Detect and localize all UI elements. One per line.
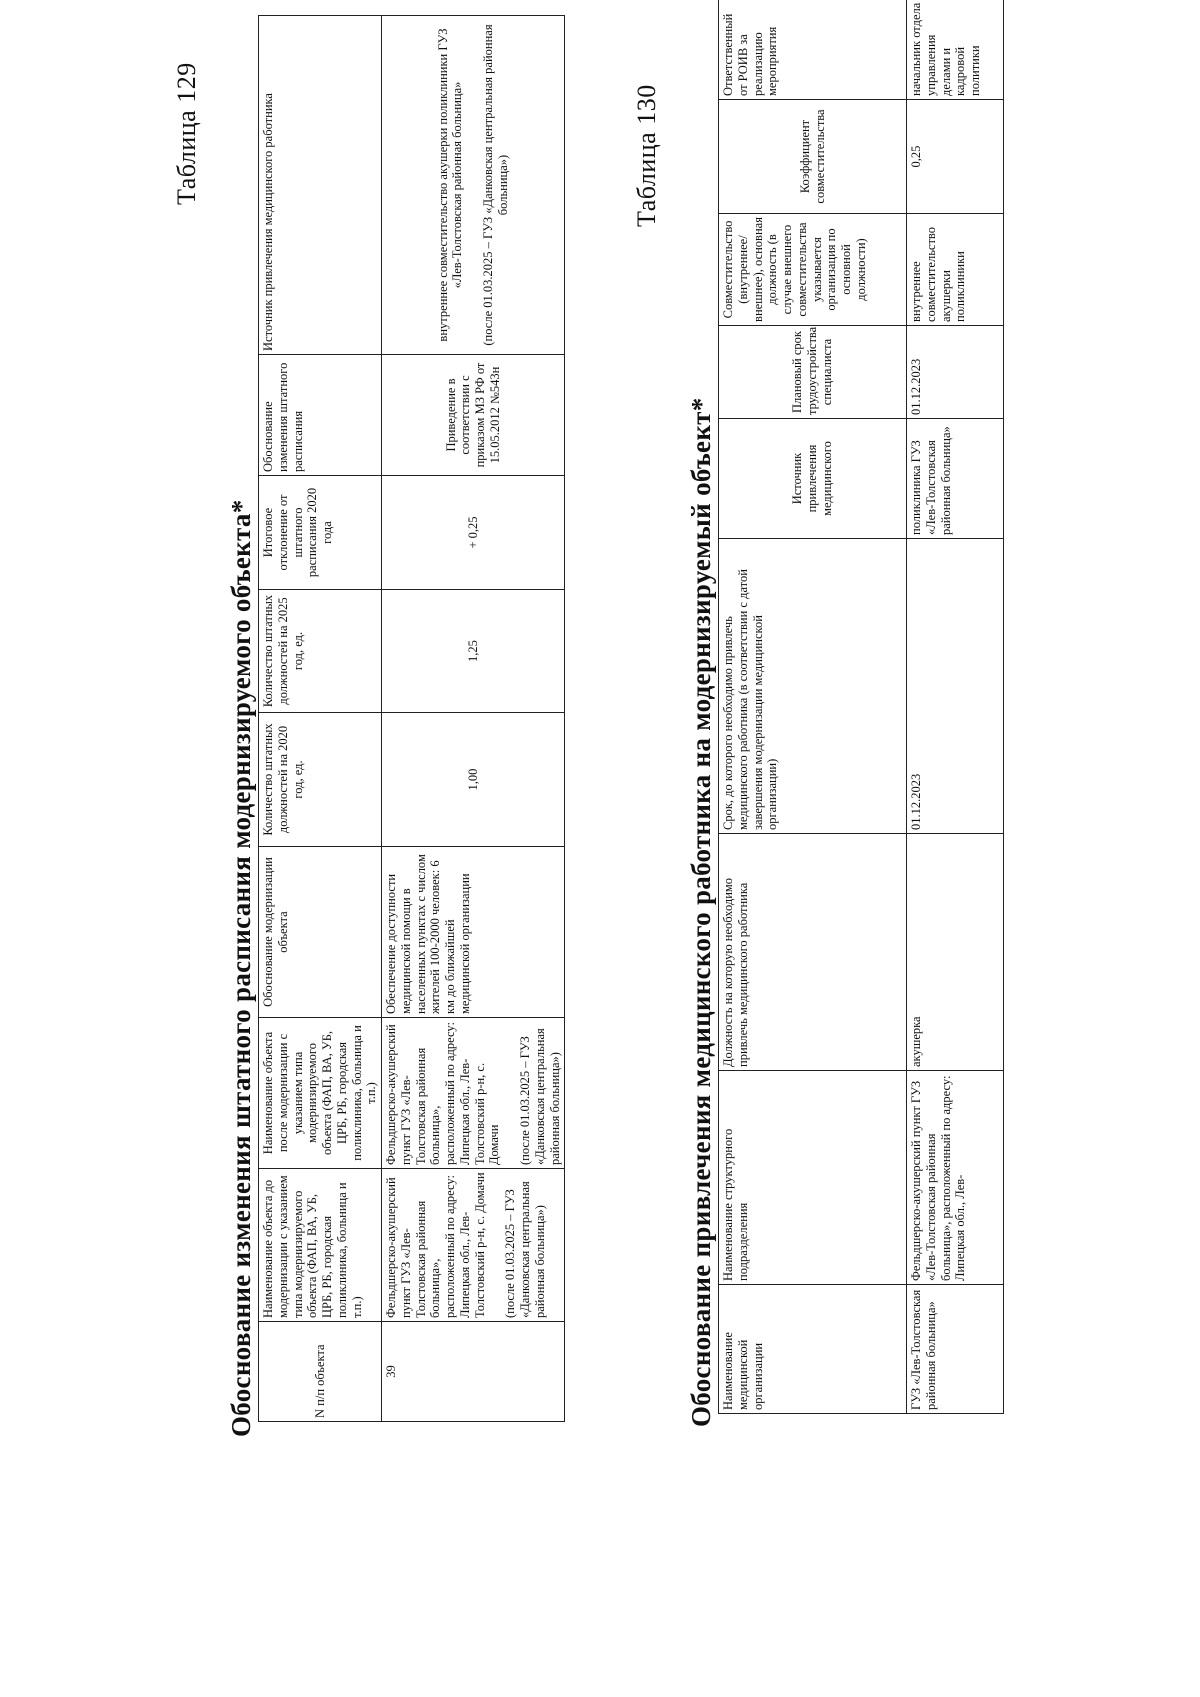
header-count-2025: Количество штатных должностей на 2025 год, ед. bbox=[259, 590, 382, 713]
cell-reason: Обеспечение доступности медицинской помощи в населенных пунктах с числом жителей 100-2000 человек: 6 км до ближайшей медицинской организации bbox=[382, 847, 565, 1018]
table-130-title: Обоснование привлечения медицинского работника на модернизируемый объект* bbox=[686, 397, 716, 1427]
header-reason: Обоснование модернизации объекта bbox=[259, 847, 382, 1018]
table-130-caption: Таблица 130 bbox=[632, 84, 661, 227]
cell-source-text: внутреннее совместительство акушерки поликлиники ГУЗ «Лев-Толстовская районная больница» bbox=[435, 28, 465, 342]
table-129-header-row bbox=[259, 16, 382, 1422]
table-row bbox=[907, 0, 1004, 1414]
header-planned: Плановый срок трудоустройства специалиста bbox=[719, 326, 907, 419]
table-129-caption: Таблица 129 bbox=[172, 62, 201, 205]
cell-after-note: (после 01.03.2025 – ГУЗ «Данковская центральная районная больница») bbox=[518, 1028, 562, 1165]
cell-count-2020: 1,00 bbox=[382, 713, 565, 847]
cell-before-text: Фельдшерско-акушерский пункт ГУЗ «Лев-Толстовская районная больница», расположенный по адресу: Липецкая обл., Лев-Толстовский р-н, с. Домачи bbox=[384, 1172, 487, 1318]
header-org: Наименование медицинской организации bbox=[719, 1285, 907, 1414]
header-position: Должность на которую необходимо привлечь медицинского работника bbox=[719, 834, 907, 1071]
cell-source-note: (после 01.03.2025 – ГУЗ «Данковская центральная районная больница») bbox=[481, 24, 510, 346]
cell-source bbox=[382, 16, 565, 355]
cell-deadline: 01.12.2023 bbox=[907, 539, 1004, 834]
cell-unit: Фельдшерско-акушерский пункт ГУЗ «Лев-Толстовская районная больница», расположенный по адресу: Липецкая обл., Лев- bbox=[907, 1071, 1004, 1285]
header-unit: Наименование структурного подразделения bbox=[719, 1071, 907, 1285]
header-responsible: Ответственный от РОИВ за реализацию мероприятия bbox=[719, 0, 907, 100]
cell-planned: 01.12.2023 bbox=[907, 326, 1004, 419]
header-deviation: Итоговое отклонение от штатного расписания 2020 года bbox=[259, 476, 382, 590]
header-before: Наименование объекта до модернизации с указанием типа модернизируемого объекта (ФАП, ВА, УБ, ЦРБ, РБ, городская поликлиника, больница и т.п.) bbox=[259, 1169, 382, 1322]
header-coef: Коэффициент совместительства bbox=[719, 100, 907, 214]
cell-coef: 0,25 bbox=[907, 100, 1004, 214]
table-129-title: Обоснование изменения штатного расписания модернизируемого объекта* bbox=[226, 499, 256, 1437]
cell-deviation: + 0,25 bbox=[382, 476, 565, 590]
header-change-reason: Обоснование изменения штатного расписания bbox=[259, 355, 382, 476]
header-after: Наименование объекта после модернизации с указанием типа модернизируемого объекта (ФАП, ВА, УБ, ЦРБ, РБ, городская поликлиника, больница и т.п.) bbox=[259, 1018, 382, 1169]
table-row bbox=[382, 16, 565, 1422]
cell-change-reason: Приведение в соответствии с приказом МЗ РФ от 15.05.2012 №543н bbox=[382, 355, 565, 476]
header-combo: Совместительство (внутреннее/внешнее), основная должность (в случае внешнего совместительства указывается организация по основной должности) bbox=[719, 214, 907, 326]
header-count-2020: Количество штатных должностей на 2020 год, ед. bbox=[259, 713, 382, 847]
cell-after-text: Фельдшерско-акушерский пункт ГУЗ «Лев-Толстовская районная больница», расположенный по адресу: Липецкая обл., Лев-Толстовский р-н, с. Домачи bbox=[384, 1022, 502, 1165]
table-130-header-row bbox=[719, 0, 907, 1414]
header-num: N п/п объекта bbox=[259, 1322, 382, 1422]
cell-position: акушерка bbox=[907, 834, 1004, 1071]
cell-count-2025: 1,25 bbox=[382, 590, 565, 713]
cell-num: 39 bbox=[382, 1322, 565, 1422]
cell-combo: внутреннее совместительство акушерки поликлиники bbox=[907, 214, 1004, 326]
cell-before-note: (после 01.03.2025 – ГУЗ «Данковская центральная районная больница») bbox=[503, 1181, 547, 1318]
cell-before bbox=[382, 1169, 565, 1322]
table-130 bbox=[718, 0, 1004, 1414]
cell-org: ГУЗ «Лев-Толстовская районная больница» bbox=[907, 1285, 1004, 1414]
cell-after bbox=[382, 1018, 565, 1169]
header-deadline: Срок, до которого необходимо привлечь медицинского работника (в соответствии с датой завершения модернизации медицинской организации) bbox=[719, 539, 907, 834]
table-129 bbox=[258, 15, 565, 1422]
header-source: Источник привлечения медицинского bbox=[719, 419, 907, 539]
cell-source: поликлиника ГУЗ «Лев-Толстовская районная больница» bbox=[907, 419, 1004, 539]
cell-responsible: начальник отдела управления делами и кадровой политики bbox=[907, 0, 1004, 100]
header-source: Источник привлечения медицинского работника bbox=[259, 16, 382, 355]
